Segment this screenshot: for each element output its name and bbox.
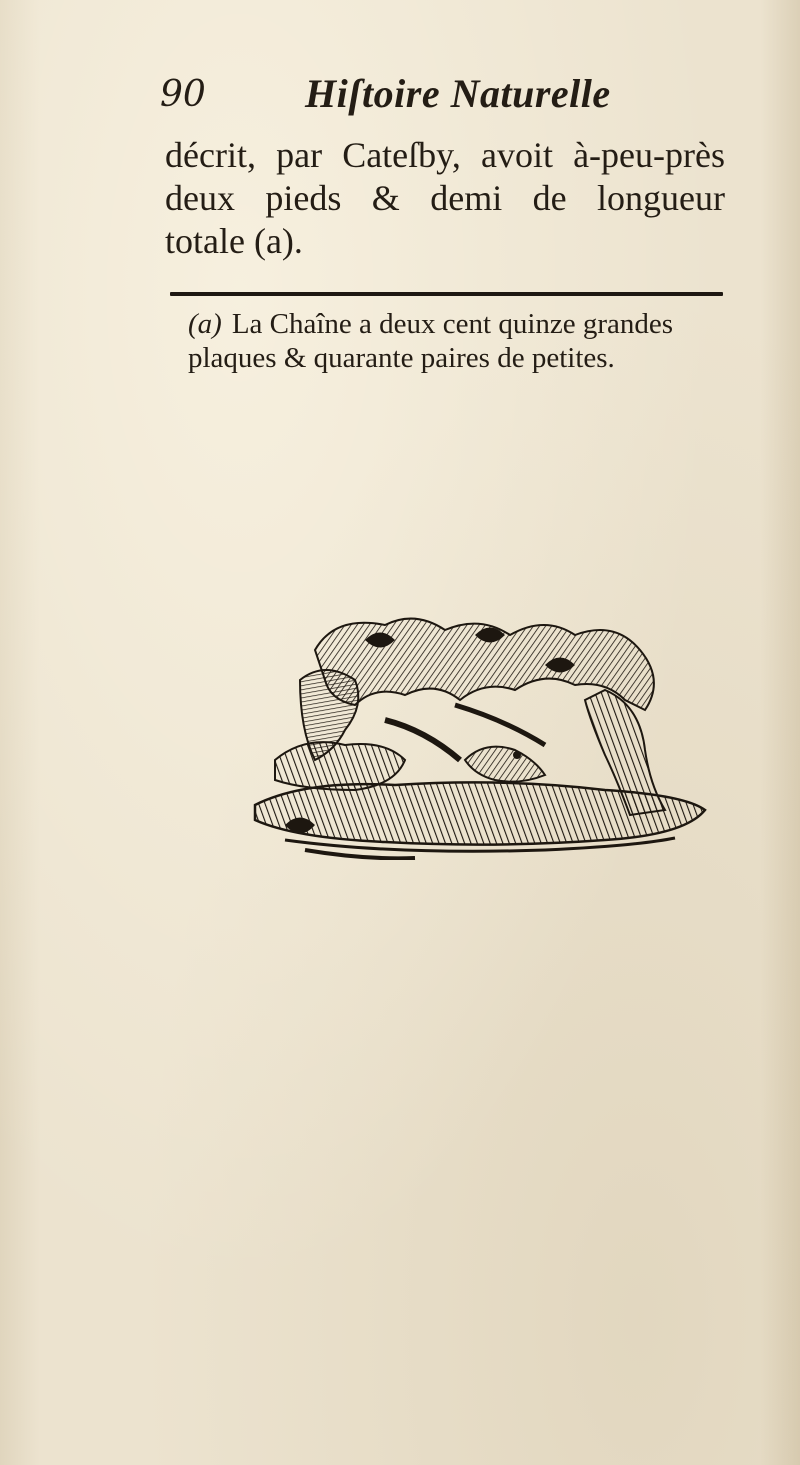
footnote-marker: (a): [188, 308, 222, 340]
body-paragraph: [165, 134, 725, 263]
body-line-1: décrit, par Cateſby, avoit à-peu-près: [165, 135, 725, 175]
engraved-vignette-icon: [245, 610, 715, 860]
body-line-2: deux pieds & demi de longueur: [165, 178, 725, 218]
body-line-3: totale (a).: [165, 221, 303, 261]
footnote-rule: [170, 292, 723, 296]
footnote: [188, 307, 724, 375]
running-title: Hiſtoire Naturelle: [305, 71, 611, 116]
running-head: [160, 70, 680, 120]
footnote-line-2: plaques & quarante paires de petites.: [188, 342, 615, 374]
footnote-line-1: La Chaîne a deux cent quinze grandes: [231, 308, 674, 340]
page-number: 90: [160, 74, 206, 115]
